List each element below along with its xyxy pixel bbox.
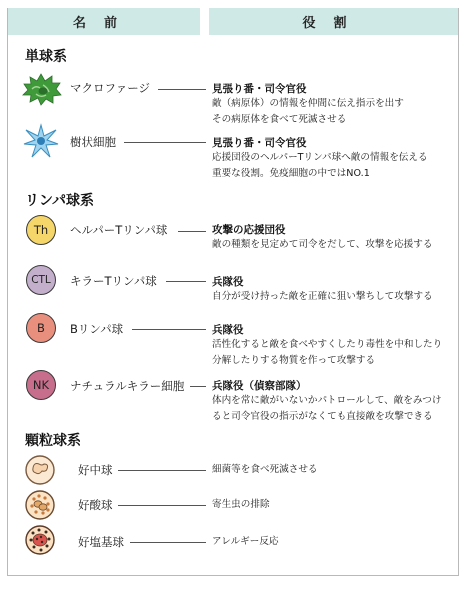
- cell-name-dendritic: 樹状細胞: [70, 135, 116, 149]
- section-lymphocyte: リンパ球系: [25, 193, 95, 209]
- leader-line: [178, 231, 206, 232]
- neutrophil-icon: [24, 454, 56, 490]
- header-role: 役割: [209, 8, 458, 35]
- role-b-cell: 兵隊役: [212, 324, 244, 336]
- role-helper-t: 攻撃の応援団役: [212, 224, 286, 236]
- leader-line: [130, 542, 206, 543]
- cell-name-killer-t: キラーTリンパ球: [70, 274, 157, 288]
- leader-line: [118, 505, 206, 506]
- desc-killer-t-1: 自分が受け持った敵を正確に狙い撃ちして攻撃する: [212, 291, 433, 302]
- desc-dendritic-2: 重要な役割。免疫細胞の中ではNO.1: [212, 168, 370, 179]
- role-nk: 兵隊役（偵察部隊）: [212, 380, 307, 392]
- role-macrophage: 見張り番・司令官役: [212, 83, 307, 95]
- leader-line: [124, 142, 206, 143]
- desc-eosinophil-1: 寄生虫の排除: [212, 499, 270, 510]
- cell-name-helper-t: ヘルパーTリンパ球: [70, 223, 168, 237]
- desc-helper-t-1: 敵の種類を見定めて司令をだして、攻撃を応援する: [212, 239, 433, 250]
- macrophage-icon: [22, 72, 62, 110]
- helper-t-badge-icon: Th: [26, 215, 56, 245]
- header-divider: [200, 8, 209, 35]
- cell-name-macrophage: マクロファージ: [70, 81, 151, 95]
- desc-basophil-1: アレルギー反応: [212, 536, 279, 547]
- desc-nk-1: 体内を常に敵がいないかパトロールして、敵をみつけ: [212, 395, 442, 406]
- cell-name-nk: ナチュラルキラー細胞: [70, 379, 185, 393]
- nk-cell-badge-icon: NK: [26, 370, 56, 400]
- cell-name-eosinophil: 好酸球: [78, 498, 113, 512]
- leader-line: [132, 329, 206, 330]
- desc-nk-2: ると司令官役の指示がなくても直接敵を攻撃できる: [212, 411, 433, 422]
- leader-line: [190, 386, 206, 387]
- desc-b-cell-2: 分解したりする物質を作って攻撃する: [212, 355, 376, 366]
- leader-line: [158, 89, 206, 90]
- role-killer-t: 兵隊役: [212, 276, 244, 288]
- cell-name-b-cell: Bリンパ球: [70, 322, 124, 336]
- killer-t-badge-icon: CTL: [26, 265, 56, 295]
- desc-macrophage-2: その病原体を食べて死滅させる: [212, 114, 347, 125]
- section-granulocyte: 顆粒球系: [25, 433, 81, 449]
- desc-dendritic-1: 応援団役のヘルパーTリンパ球へ敵の情報を伝える: [212, 152, 428, 163]
- header-name: 名前: [8, 8, 200, 35]
- basophil-icon: [24, 524, 56, 560]
- leader-line: [118, 470, 206, 471]
- desc-b-cell-1: 活性化すると敵を食べやすくしたり毒性を中和したり: [212, 339, 443, 350]
- cell-name-neutrophil: 好中球: [78, 463, 113, 477]
- desc-macrophage-1: 敵（病原体）の情報を仲間に伝え指示を出す: [212, 98, 404, 109]
- eosinophil-icon: [24, 489, 56, 525]
- leader-line: [166, 281, 206, 282]
- cell-name-basophil: 好塩基球: [78, 535, 124, 549]
- b-cell-badge-icon: B: [26, 313, 56, 343]
- section-monocyte: 単球系: [25, 49, 67, 65]
- desc-neutrophil-1: 細菌等を食べ死滅させる: [212, 464, 318, 475]
- role-dendritic: 見張り番・司令官役: [212, 137, 307, 149]
- dendritic-cell-icon: [22, 122, 60, 164]
